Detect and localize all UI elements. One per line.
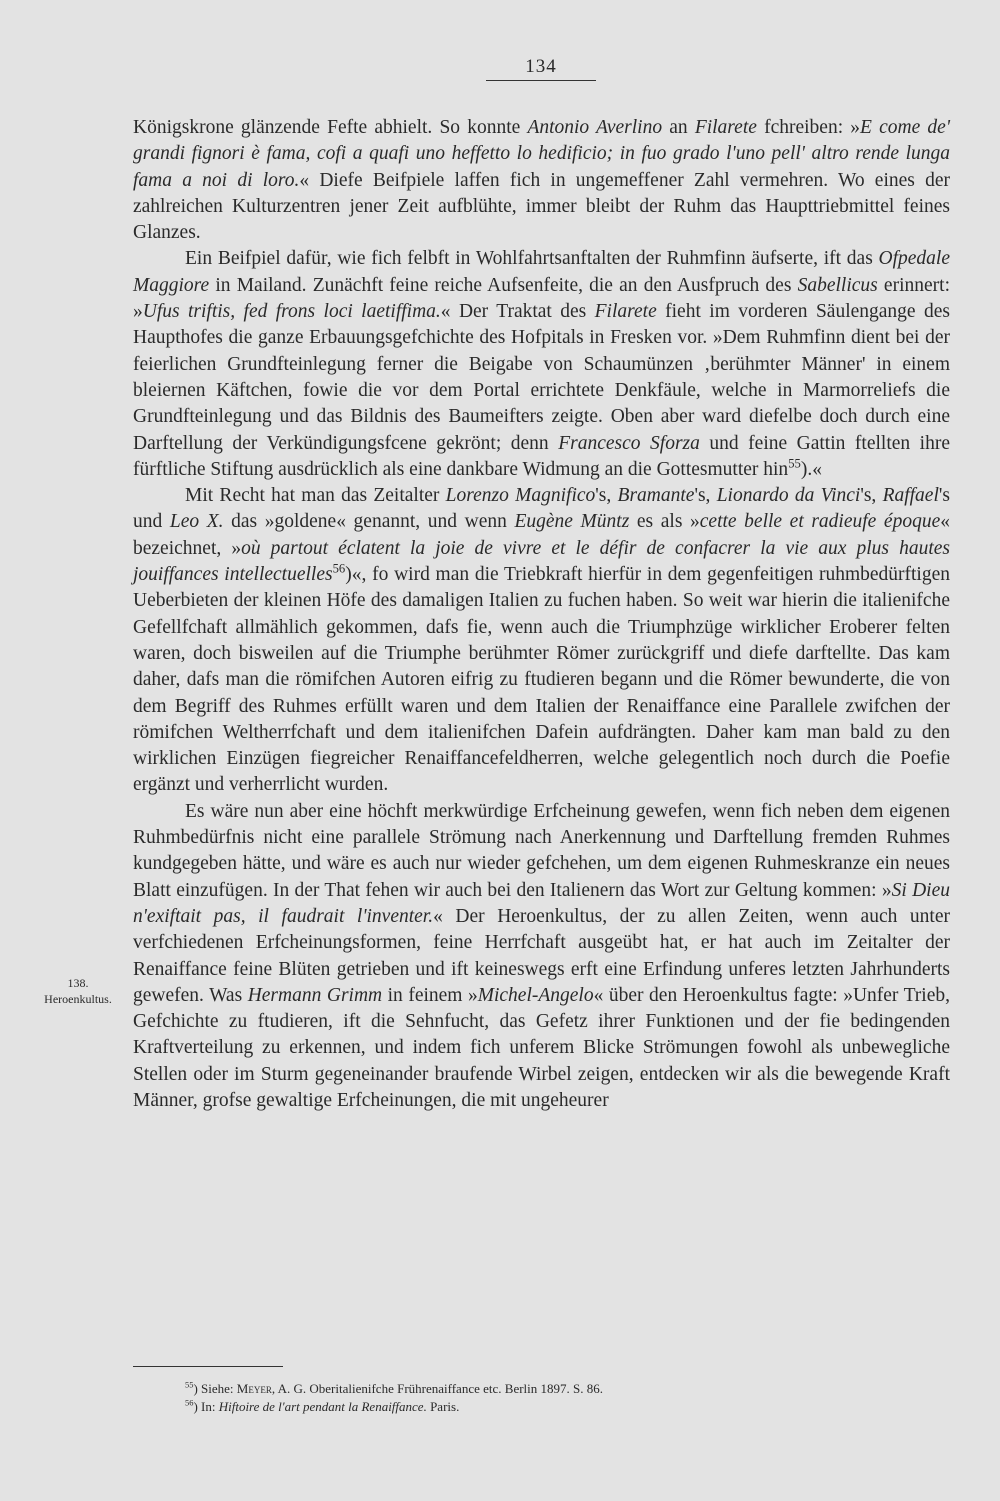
footnote-marker: 55 <box>185 1379 194 1390</box>
text-run: )«, fo wird man die Triebkraft hierfür in dem gegenfeitigen ruhmbedürftigen Ueberbieten der kleinen Höfe des damaligen Italien zu fuchen haben. So weit war hierin die italienifche Gefellfchaft allmählich gekommen, dafs fie, wenn auch die Triumphzüge wirklicher Eroberer felten waren, doch bisweilen auf die Triumphe berühmter Römer zurückgriff und diefe darftellte. Das kam daher, dafs man die römifchen Autoren eifrig zu ftudieren begann und die Römer bewunderte, die von dem Begriff des Ruhmes erfüllt waren und dem Italien der Renaiffance eine Parallele zwifchen der römifchen Weltherrfchaft und dem italienifchen Dafein aufdrängten. Daher kam man bald zu den wirklichen Einzügen fiegreicher Renaiffancefeldherren, welche gelegentlich noch durch die Poefie ergänzt und verherrlicht wurden. <box>133 564 950 796</box>
text-run: ).« <box>800 458 822 480</box>
italic-run: où partout éclatent la joie de vivre et le défir de confacrer la vie aux plus hautes jouiffances intellectuelles <box>133 537 950 586</box>
footnote <box>185 1380 885 1398</box>
italic-run: Hermann Grimm <box>247 984 383 1006</box>
italic-run: Eugène Müntz <box>514 511 630 533</box>
paragraph <box>133 246 950 483</box>
text-run: fchreiben: » <box>756 117 861 138</box>
italic-run: Raffael <box>882 485 939 507</box>
text-run: 's, <box>595 485 618 507</box>
text-run: es als » <box>629 511 700 533</box>
footnotes <box>185 1380 885 1416</box>
body-text <box>133 115 950 1114</box>
text-run: Paris. <box>426 1399 460 1414</box>
text-run: « über den Heroenkultus fagte: »Unfer Trieb, Gefchichte zu ftudieren, ift die Sehnfucht, das Gefetz ihrer Funktionen und der fie bedingenden Kraftverteilung zu erkennen, und indem fich unferem Blicke Strömungen fowohl als unbewegliche Stellen oder im Sturm gegeneinander braufende Wirbel zeigen, entdecken wir als die bewegende Kraft Männer, grofse gewaltige Erfcheinungen, die mit ungeheurer <box>133 984 950 1111</box>
text-run: in Mailand. Zunächft feine reiche Aufsenfeite, die an den Ausfpruch des <box>209 274 798 296</box>
italic-run: Filarete <box>694 117 757 138</box>
page-number: 134 <box>525 56 557 77</box>
text-run: das »goldene« genannt, und wenn <box>223 511 515 533</box>
footnote <box>185 1398 885 1416</box>
text-run: Es wäre nun aber eine höchft merkwürdige Erfcheinung gewefen, wenn fich neben dem eigenen Ruhmbedürfnis nicht eine parallele Strömung nach Anerkennung und Darftellung fremden Ruhmes kundgegeben hätte, und wäre es auch nur wieder gefchehen, um dem eigenen Ruhmeskranze ein neues Blatt einzufügen. In der That fehen wir auch bei den Italienern das Wort zur Geltung kommen: » <box>133 800 950 901</box>
italic-run: E come de' grandi fignori è fama, cofi a quafi uno heffetto lo hedificio; in fuo grado l'uno pell' altro rende lunga fama a noi di loro. <box>133 117 950 191</box>
text-run: und feine Gattin ftellten ihre fürftliche Stiftung ausdrücklich als eine dankbare Widmung an die Gottesmutter hin <box>133 432 950 480</box>
italic-run: Leo X. <box>169 511 224 533</box>
margin-note <box>30 975 126 1007</box>
italic-run: Francesco Sforza <box>558 432 700 454</box>
text-run: 's und <box>133 485 950 533</box>
italic-run: Bramante <box>617 485 695 507</box>
italic-run: Filarete <box>594 301 657 323</box>
text-run: « bezeichnet, » <box>133 511 950 559</box>
text-run: 's, <box>694 485 717 507</box>
text-run: Mit Recht hat man das Zeitalter <box>185 485 446 507</box>
footnote-marker: 55 <box>788 456 801 471</box>
text-run: erinnert: » <box>133 274 950 323</box>
text-run: « Der Heroenkultus, der zu allen Zeiten, wenn auch unter verfchiedenen Erfcheinungsformen, feine Herrfchaft ausgeübt hat, er hat auch im Zeitalter der Renaiffance feine Blüten getrieben und ift keineswegs erft eine Erfindung unferes letzten Jahrhunderts gewefen. Was <box>133 905 950 1006</box>
paragraph <box>133 115 950 246</box>
text-run: an <box>662 117 695 138</box>
italic-run: Sabellicus <box>797 274 878 296</box>
italic-run: Ufus triftis, fed frons loci laetiffima. <box>142 301 441 323</box>
text-run: , A. G. Oberitalienifche Frührenaiffance etc. Berlin 1897. S. 86. <box>271 1381 603 1396</box>
italic-run: Lorenzo Magnifico <box>445 485 596 507</box>
paragraph <box>133 799 950 1115</box>
margin-note-label: Heroenkultus. <box>44 992 112 1006</box>
margin-note-number: 138. <box>67 976 89 990</box>
text-run: « Diefe Beifpiele laffen fich in ungemeffener Zahl vermehren. Wo eines der zahlreichen Kulturzentren jener Zeit aufblühte, immer bleibt der Ruhm das Haupttriebmittel feines Glanzes. <box>133 169 950 244</box>
italic-run: cette belle et radieufe époque <box>699 511 941 533</box>
italic-run: Antonio Averlino <box>527 117 663 138</box>
text-run: fieht im vorderen Säulengange des Haupthofes die ganze Erbauungsgefchichte des Hofpitals in Fresken vor. »Dem Ruhmfinn dient bei der feierlichen Grundfteinlegung ferner die Beigabe von Schaumünzen ‚berühmter Männer' in einem bleiernen Käftchen, fowie die vor dem Portal errichtete Denkfäule, welche in Marmorreliefs die Grundfteinlegung und das Bildnis des Baumeifters zeigte. Oben aber ward diefelbe doch durch eine Darftellung der Verkündigungsfcene gekrönt; denn <box>133 301 950 454</box>
header-rule <box>486 80 596 81</box>
text-run: 's, <box>860 485 883 507</box>
footnote-marker: 56 <box>332 561 346 576</box>
text-run: ) In: <box>193 1399 219 1414</box>
text-run: ) Siehe: <box>193 1381 237 1396</box>
smallcaps-run: Meyer <box>236 1381 272 1396</box>
italic-run: Lionardo da Vinci <box>716 485 861 507</box>
text-run: Königskrone glänzende Fefte abhielt. So konnte <box>133 117 528 138</box>
italic-run: Michel-Angelo <box>477 984 594 1006</box>
footnote-rule <box>133 1366 283 1367</box>
text-run: « Der Traktat des <box>440 301 595 323</box>
italic-run: Ofpedale Maggiore <box>133 248 950 296</box>
footnote-marker: 56 <box>185 1397 194 1408</box>
paragraph <box>133 483 950 799</box>
italic-run: Si Dieu n'exiftait pas, il faudrait l'inventer. <box>133 879 950 927</box>
italic-run: Hiftoire de l'art pendant la Renaiffance. <box>218 1399 427 1414</box>
text-run: in feinem » <box>382 984 478 1006</box>
text-run: Ein Beifpiel dafür, wie fich felbft in Wohlfahrtsanftalten der Ruhmfinn äufserte, ift das <box>185 248 879 270</box>
